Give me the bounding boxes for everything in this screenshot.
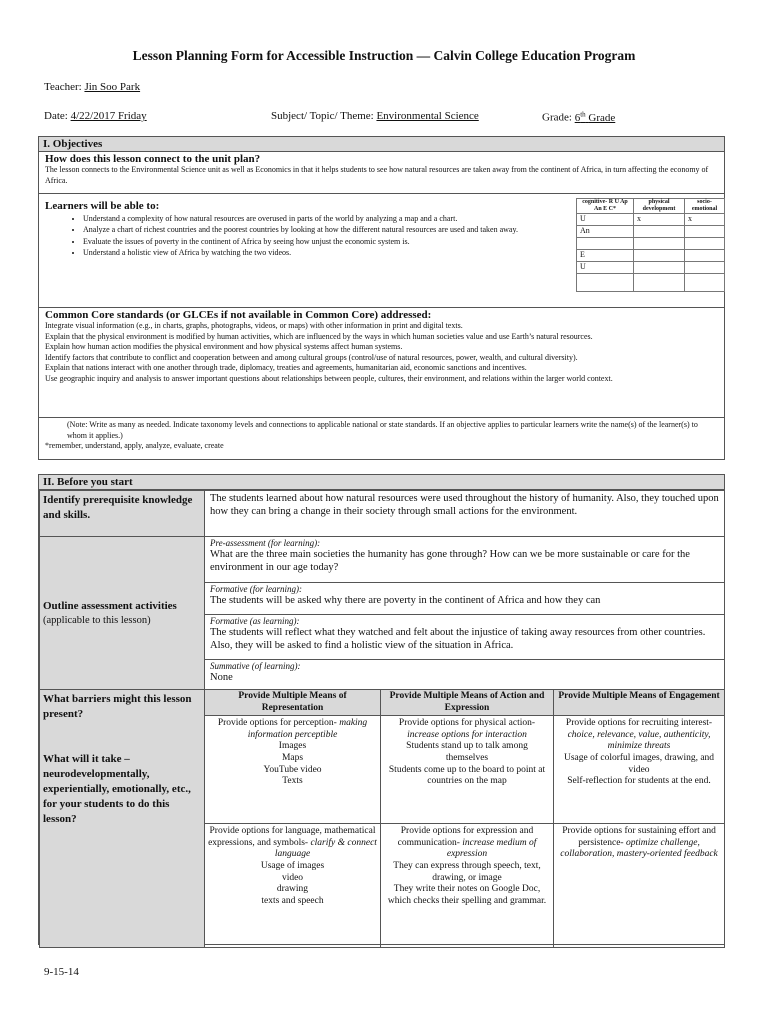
objective-item: • Evaluate the issues of poverty in the continent of Africa by seeing how unjust the economic system is. [83,236,569,247]
pre-assessment-label: Pre-assessment (for learning): [210,538,321,548]
engagement-effort: Provide options for sustaining effort and persistence- optimize challenge, collaboration, mastery-oriented feedback [554,824,725,948]
col-header-action: Provide Multiple Means of Action and Expression [381,690,554,716]
teacher-row [44,81,140,93]
objective-item: • Analyze a chart of richest countries and the poorest countries by looking at how the different natural resources are used and taken away. [83,224,569,235]
footer-date: 9-15-14 [44,966,79,978]
standards-block [39,308,724,418]
page-title: Lesson Planning Form for Accessible Instruction — Calvin College Education Program [132,48,636,63]
before-heading: II. Before you start [39,475,724,490]
grid-cell: E [577,250,634,262]
subject-label: Subject/ Topic/ Theme: [271,110,374,122]
grid-cell [685,274,725,292]
teacher-label: Teacher: [44,81,82,93]
standards-label: Common Core standards (or GLCEs if not available in Common Core) addressed: [45,309,432,321]
taxonomy-grid [576,198,725,292]
standard-item: Explain that the physical environment is modified by human activities, which are influenced by the ways in which human societies value and use Earth’s natural resources. [45,331,593,341]
formative-for-text: The students will be asked why there are poverty in the continent of Africa and how they can [210,595,601,606]
assessment-label: Outline assessment activities [43,600,177,612]
standard-item: Integrate visual information (e.g., in charts, graphs, photographs, videos, or maps) with other information in print and digital texts. [45,321,463,330]
grid-cell [685,238,725,250]
col-header-engagement: Provide Multiple Means of Engagement [554,690,725,716]
unit-connection-question: How does this lesson connect to the unit plan? [45,153,261,165]
grid-cell [634,274,685,292]
pre-assessment-text: What are the three main societies the humanity has gone through? How can we be more sustainable or care for the environment in our age today? [210,549,690,573]
barriers-label: What barriers might this lesson present? [43,693,192,720]
col-header-representation: Provide Multiple Means of Representation [205,690,381,716]
standard-item: Identify factors that contribute to conflict and cooperation between and among cultural groups (control/use of natural resources, power, wealth, and cultural diversity). [45,352,578,362]
action-expression: Provide options for expression and communication- increase medium of expression They can express through speech, text, drawing, or image They write their notes on Google Doc, which checks their spelling and grammar. [381,824,554,948]
grid-cell: U [577,262,634,274]
formative-for-label: Formative (for learning): [210,584,302,594]
grid-cell [634,238,685,250]
objective-list [39,213,569,258]
grid-cell [634,226,685,238]
prereq-text: The students learned about how natural resources were used throughout the history of humanity. Also, they touched upon how they can bring a change in their society through small actions for the environment. [205,491,725,537]
teacher-name: Jin Soo Park [84,81,141,93]
grade-value: 6th Grade [574,110,616,124]
summative-text: None [210,672,233,683]
standard-item: Explain how human action modifies the physical environment and how physical systems affect human systems. [45,342,403,351]
what-will-it-take-label: What will it take – neurodevelopmentally, experientially, emotionally, etc., for your students to do this lesson? [43,753,191,825]
summative-label: Summative (of learning): [210,661,301,671]
date-row [44,110,147,122]
assessment-sublabel: (applicable to this lesson) [43,615,151,626]
before-section [38,474,725,945]
grid-cell [685,250,725,262]
prereq-label: Identify prerequisite knowledge and skills. [40,491,205,537]
learners-label: Learners will be able to: [45,200,160,212]
barriers-cell [40,690,205,948]
objective-item: • Understand a complexity of how natural resources are overused in parts of the world by analyzing a map and a chart. [83,213,569,224]
formative-as [205,615,725,660]
grade-row [542,110,615,124]
grid-header-socio: socio-emotional [685,199,725,214]
grid-cell [577,274,634,292]
standard-item: Use geographic inquiry and analysis to answer important questions about relationships between people, cultures, their environment, and relations within the larger world context. [45,373,613,383]
grid-cell [634,262,685,274]
engagement-interest: Provide options for recruiting interest- choice, relevance, value, authenticity, minimize threats Usage of colorful images, drawing, and video Self-reflection for students at the end. [554,716,725,824]
grid-header-cognitive: cognitive- R U Ap An E C* [577,199,634,214]
grid-cell: x [685,214,725,226]
date-label: Date: [44,110,68,122]
subject-row [271,110,479,122]
formative-for [205,583,725,615]
representation-perception: Provide options for perception- making information perceptible Images Maps YouTube video Texts [205,716,381,824]
unit-connection-answer: The lesson connects to the Environmental Science unit as well as Economics in that it helps students to see how natural resources are taken away from the continent of Africa, in turn affecting the economy of Africa. [45,165,709,185]
objective-item: • Understand a holistic view of Africa by watching the two videos. [83,247,569,258]
date-value: 4/22/2017 Friday [70,110,147,122]
learning-objectives [39,194,724,308]
grid-cell [685,262,725,274]
action-physical: Provide options for physical action- increase options for interaction Students stand up to talk among themselves Students come up to the board to point at countries on the map [381,716,554,824]
before-table [39,490,725,948]
formative-as-text: The students will reflect what they watched and felt about the injustice of taking away resources from other countries. Also, they will be asked to find a holistic view of the situation in Africa. [210,627,706,651]
formative-as-label: Formative (as learning): [210,616,300,626]
grid-header-physical: physical development [634,199,685,214]
taxonomy-footnote: *remember, understand, apply, analyze, evaluate, create [45,441,224,450]
grid-cell: U [577,214,634,226]
grade-label: Grade: [542,111,572,124]
standard-item: Explain that nations interact with one another through trade, diplomacy, treaties and agreements, humanitarian aid, economic sanctions and incentives. [45,363,527,372]
grid-cell [577,238,634,250]
grid-cell [634,250,685,262]
grid-cell: An [577,226,634,238]
representation-language: Provide options for language, mathematical expressions, and symbols- clarify & connect language Usage of images video drawing texts and speech [205,824,381,948]
subject-value: Environmental Science [376,110,479,122]
grid-cell [685,226,725,238]
objectives-section [38,136,725,460]
standards-note: (Note: Write as many as needed. Indicate taxonomy levels and connections to applicable national or state standards. If an objective applies to particular learners write the name(s) of the learner(s) to whom it applies.) [67,420,698,440]
summative [205,660,725,690]
objectives-heading: I. Objectives [39,137,724,152]
grid-cell: x [634,214,685,226]
assessment-label-cell [40,537,205,690]
pre-assessment [205,537,725,583]
unit-connection [39,152,724,194]
